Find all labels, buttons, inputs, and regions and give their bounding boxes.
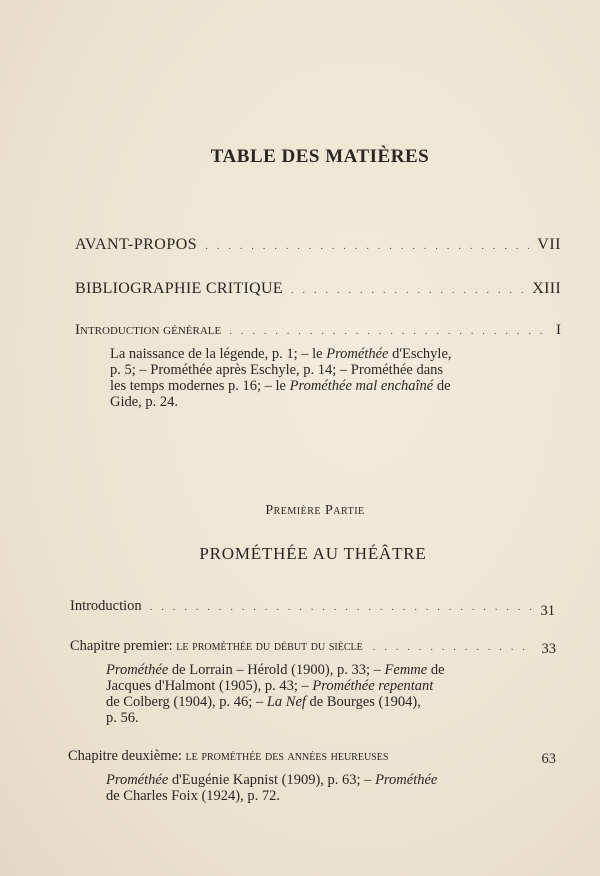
toc-entry-page: I (556, 322, 561, 338)
leader-dots (291, 284, 524, 296)
leader-dots (373, 641, 534, 653)
leader-dots (229, 325, 548, 337)
leader-dots (205, 240, 529, 252)
chapter-two-summary: Prométhée d'Eugénie Kapnist (1909), p. 63; – Prométhée de Charles Foix (1924), p. 72. (106, 772, 438, 804)
page-title: TABLE DES MATIÈRES (210, 146, 430, 167)
introduction-summary: La naissance de la légende, p. 1; – le Prométhée d'Eschyle, p. 5; – Prométhée après Eschyle, p. 14; – Prométhée dans les temps modernes p. 16; – le Prométhée mal enchaîné de Gide, p. 24. (110, 346, 452, 410)
chapter-one-summary: Prométhée de Lorrain – Hérold (1900), p. 33; – Femme de Jacques d'Halmont (1905), p. 43; – Prométhée repentant de Colberg (1904), p. 46; – La Nef de Bourges (1904), p. 56. (106, 662, 445, 726)
toc-entry-introduction-generale[interactable] (75, 322, 561, 339)
toc-entry-page: VII (537, 236, 561, 253)
leader-dots (150, 601, 533, 613)
toc-entry-page: XIII (532, 280, 561, 297)
toc-entry-label: Introduction (70, 598, 142, 614)
part-title: PROMÉTHÉE AU THÉÂTRE (199, 544, 427, 563)
toc-entry-avant-propos[interactable] (75, 236, 561, 254)
toc-entry-chapitre-deuxieme[interactable] (68, 748, 556, 765)
toc-entry-label: AVANT-PROPOS (75, 236, 198, 253)
toc-entry-bibliographie[interactable] (75, 280, 561, 298)
part-label: Première Partie (265, 503, 365, 518)
toc-entry-page: 33 (541, 641, 556, 657)
toc-entry-chapitre-premier[interactable] (70, 638, 556, 655)
toc-entry-label: Chapitre premier: le prométhée du début du siècle (70, 638, 363, 654)
toc-entry-label: Chapitre deuxième: le prométhée des années heureuses (68, 748, 389, 764)
toc-entry-introduction[interactable] (70, 598, 555, 619)
toc-entry-label: Introduction générale (75, 322, 222, 338)
toc-entry-page: 63 (541, 751, 556, 767)
toc-entry-label: BIBLIOGRAPHIE CRITIQUE (75, 280, 283, 297)
toc-entry-page: 31 (540, 603, 555, 619)
